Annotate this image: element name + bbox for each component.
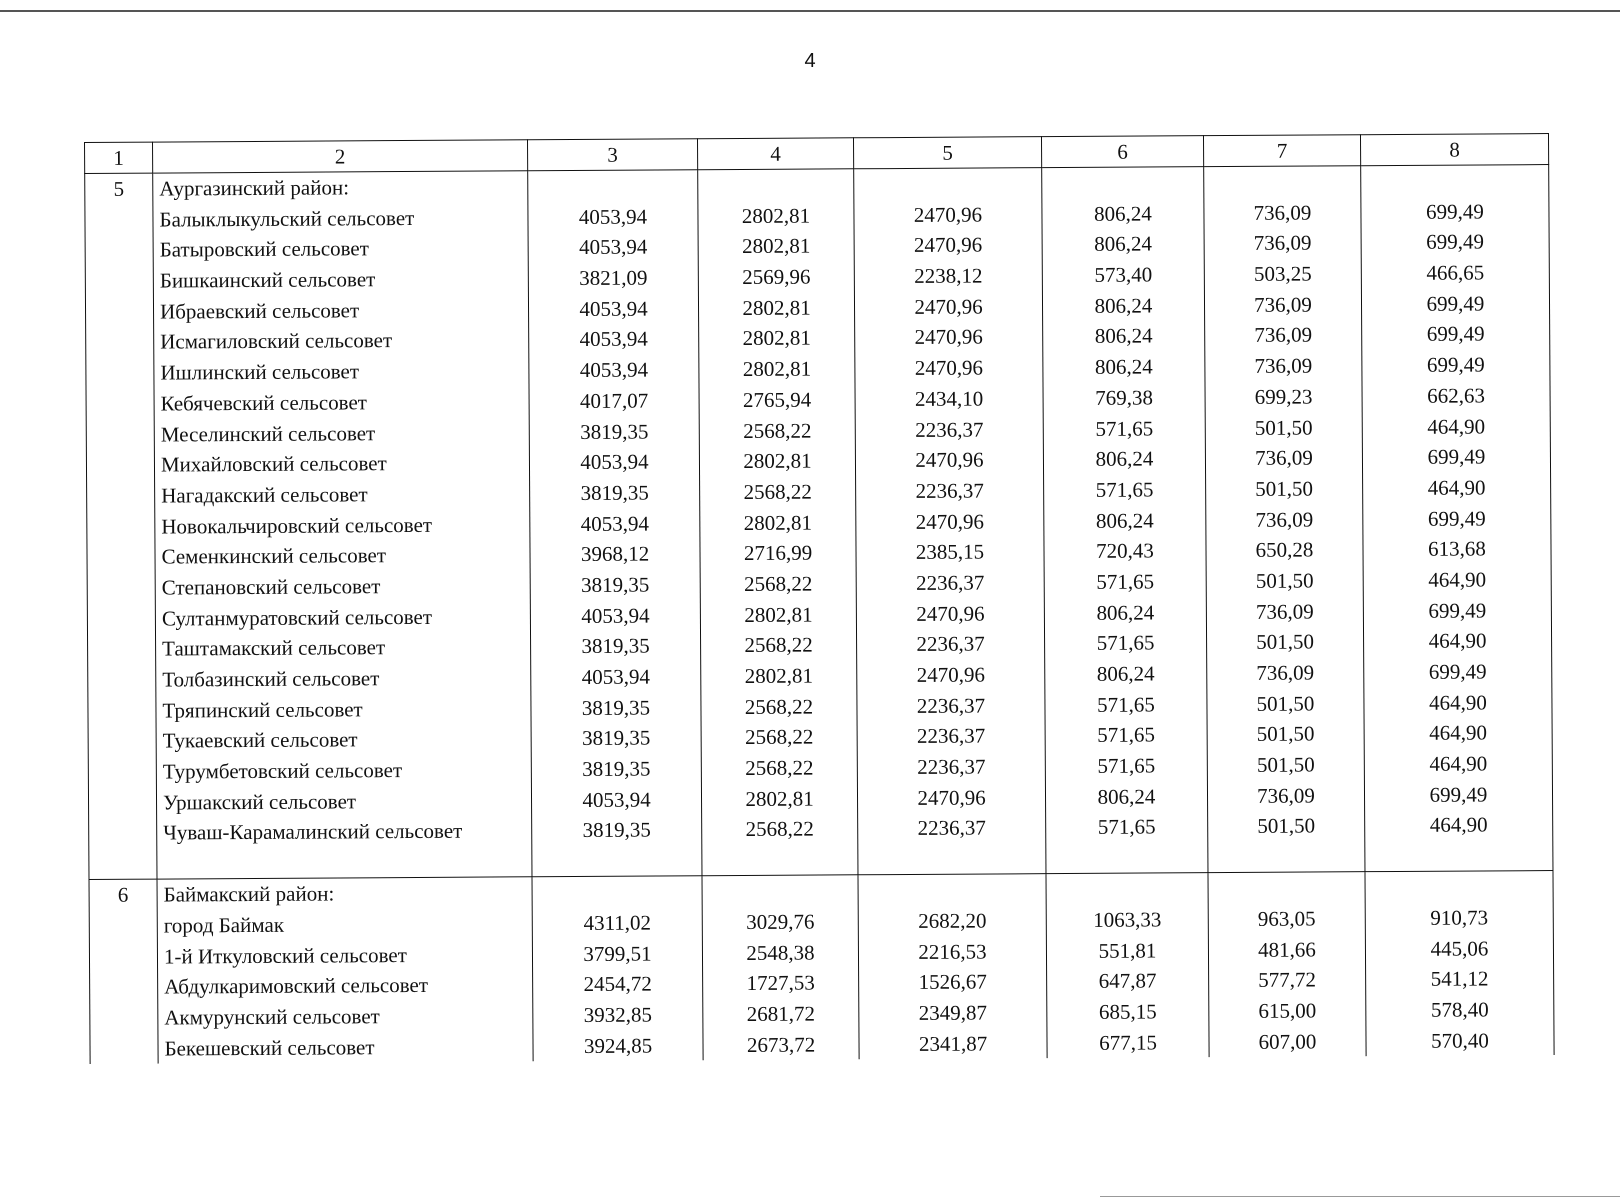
value-column-3 [528, 170, 702, 877]
value-cell: 736,09 [1257, 783, 1315, 808]
value-cell: 464,90 [1429, 812, 1488, 838]
value-cell: 736,09 [1254, 353, 1313, 378]
value-cell: 2236,37 [916, 570, 985, 595]
value-cell: 4017,07 [579, 388, 649, 413]
tariff-table [84, 133, 1555, 1064]
value-cell: 3819,35 [582, 817, 651, 843]
value-cell: 699,49 [1426, 321, 1485, 347]
settlement-name: Чуваш-Карамалинский сельсовет [163, 819, 463, 845]
value-cell: 503,25 [1253, 261, 1312, 286]
value-cell: 464,90 [1427, 413, 1486, 439]
value-cell: 2802,81 [745, 786, 814, 811]
value-cell: 2682,20 [918, 908, 987, 933]
value-column-5 [858, 874, 1047, 1060]
value-cell: 613,68 [1428, 536, 1486, 562]
blank-title-line [698, 169, 853, 201]
value-cell: 699,23 [1254, 384, 1313, 409]
settlement-name: 1-й Иткуловский сельсовет [163, 942, 407, 969]
value-cell: 464,90 [1429, 690, 1487, 715]
value-cell: 3819,35 [580, 419, 649, 444]
blank-title-line [702, 875, 857, 907]
value-cell: 2454,72 [583, 971, 652, 997]
settlement-name: Султанмуратовский сельсовет [161, 604, 433, 631]
value-cell: 445,06 [1430, 935, 1489, 961]
value-cell: 2470,96 [917, 785, 986, 810]
settlement-name: Абдулкаримовский сельсовет [164, 973, 429, 999]
value-cell: 570,40 [1431, 1027, 1489, 1053]
value-column-6 [1042, 167, 1208, 874]
settlement-name: Михайловский сельсовет [160, 451, 387, 477]
value-cell: 3819,35 [580, 480, 649, 505]
value-cell: 501,50 [1257, 813, 1316, 839]
settlement-name: Тряпинский сельсовет [162, 696, 363, 723]
value-cell: 2568,22 [743, 418, 812, 443]
value-cell: 464,90 [1427, 475, 1486, 500]
value-cell: 2568,22 [744, 632, 813, 658]
value-cell: 2802,81 [744, 602, 813, 627]
value-cell: 2385,15 [915, 539, 985, 565]
value-cell: 1727,53 [746, 970, 815, 996]
settlement-name: Батыровский сельсовет [159, 236, 369, 262]
value-cell: 806,24 [1095, 446, 1154, 472]
scan-edge-line [0, 10, 1620, 12]
district-index-cell [85, 173, 157, 880]
value-cell: 4053,94 [579, 326, 648, 352]
district-index-cell [89, 879, 158, 1064]
header-col-8: 8 [1360, 134, 1548, 166]
value-cell: 3924,85 [583, 1033, 653, 1058]
value-cell: 4053,94 [578, 234, 648, 260]
value-column-8 [1361, 165, 1553, 872]
value-cell: 466,65 [1426, 260, 1485, 285]
value-cell: 699,49 [1428, 598, 1487, 623]
value-cell: 806,24 [1094, 231, 1153, 257]
value-cell: 2802,81 [743, 448, 812, 474]
value-cell: 2236,37 [916, 631, 985, 657]
value-cell: 4311,02 [583, 910, 652, 935]
value-column-7 [1204, 166, 1365, 873]
value-column-4 [702, 875, 859, 1061]
value-cell: 3932,85 [583, 1002, 653, 1027]
district-names-cell [157, 877, 533, 1064]
value-cell: 699,49 [1427, 444, 1486, 469]
value-cell: 2765,94 [742, 387, 812, 412]
value-cell: 2236,37 [916, 693, 986, 718]
value-cell: 662,63 [1427, 383, 1486, 408]
value-cell: 501,50 [1255, 476, 1314, 501]
value-cell: 699,49 [1426, 352, 1485, 377]
value-cell: 2548,38 [746, 940, 815, 965]
value-cell: 2236,37 [917, 815, 986, 841]
value-cell: 963,05 [1257, 906, 1316, 931]
settlement-name: Новокальчировский сельсовет [161, 512, 433, 539]
blank-title-line [854, 168, 1041, 200]
header-col-7: 7 [1203, 135, 1360, 167]
value-cell: 2216,53 [918, 939, 987, 964]
district-title: Аургазинский район: [159, 175, 350, 201]
value-cell: 4053,94 [579, 357, 649, 383]
value-cell: 3819,35 [581, 695, 651, 720]
value-column-8 [1365, 871, 1554, 1057]
value-cell: 2681,72 [746, 1001, 816, 1026]
value-cell: 720,43 [1096, 538, 1154, 564]
value-cell: 2802,81 [742, 356, 812, 382]
value-cell: 501,50 [1255, 568, 1314, 593]
value-cell: 2470,96 [916, 662, 985, 687]
value-cell: 501,50 [1256, 721, 1315, 747]
value-cell: 2349,87 [918, 1000, 988, 1025]
value-cell: 650,28 [1255, 537, 1314, 563]
value-cell: 699,49 [1428, 659, 1487, 684]
settlement-name: Бишкаинский сельсовет [159, 267, 376, 293]
value-cell: 2236,37 [915, 417, 984, 442]
value-cell: 4053,94 [579, 296, 648, 321]
value-cell: 806,24 [1094, 354, 1153, 379]
value-cell: 4053,94 [582, 787, 651, 812]
value-cell: 1063,33 [1093, 907, 1162, 932]
value-cell: 571,65 [1095, 477, 1154, 502]
value-cell: 3821,09 [579, 265, 648, 291]
value-cell: 806,24 [1094, 201, 1152, 226]
value-column-3 [532, 876, 703, 1062]
blank-title-line [1365, 871, 1552, 903]
settlement-name: Ибраевский сельсовет [159, 298, 360, 324]
value-cell: 2802,81 [744, 663, 813, 688]
value-cell: 736,09 [1255, 507, 1314, 532]
value-cell: 501,50 [1256, 691, 1315, 716]
settlement-name: Исмагиловский сельсовет [160, 328, 393, 354]
value-cell: 2238,12 [914, 263, 983, 288]
settlement-name: Балыклыкульский сельсовет [159, 205, 415, 232]
value-cell: 2802,81 [742, 295, 811, 320]
value-cell: 2568,22 [743, 479, 812, 504]
value-cell: 647,87 [1098, 968, 1157, 994]
value-cell: 464,90 [1428, 567, 1487, 592]
value-column-7 [1208, 872, 1366, 1058]
value-cell: 2802,81 [741, 233, 811, 259]
value-cell: 615,00 [1258, 998, 1317, 1023]
value-cell: 3819,35 [582, 756, 651, 782]
blank-title-line [858, 874, 1045, 906]
value-cell: 3799,51 [583, 941, 652, 966]
blank-title-line [528, 170, 697, 202]
value-cell: 501,50 [1254, 415, 1313, 440]
value-cell: 551,81 [1098, 937, 1157, 963]
settlement-name: город Баймак [163, 912, 285, 938]
blank-title-line [1204, 166, 1360, 198]
value-cell: 2470,96 [914, 355, 984, 381]
value-cell: 3029,76 [746, 909, 815, 934]
scan-edge-line-bottom [1100, 1196, 1620, 1197]
value-cell: 736,09 [1253, 200, 1312, 225]
value-cell: 2802,81 [743, 510, 813, 535]
settlement-name: Семенкинский сельсовет [161, 543, 387, 569]
district-title: Баймакский район: [163, 881, 335, 907]
value-cell: 2569,96 [742, 264, 811, 290]
value-cell: 2470,96 [915, 447, 984, 473]
value-cell: 2568,22 [744, 571, 813, 596]
settlement-name: Уршакский сельсовет [162, 789, 357, 815]
header-col-3: 3 [527, 139, 697, 171]
settlement-name: Тукаевский сельсовет [162, 727, 358, 753]
value-cell: 2470,96 [915, 509, 985, 534]
value-cell: 571,65 [1097, 722, 1156, 748]
value-cell: 2802,81 [741, 203, 811, 228]
settlement-name: Кебячевский сельсовет [160, 390, 368, 416]
value-cell: 571,65 [1097, 814, 1156, 840]
value-cell: 699,49 [1429, 782, 1488, 807]
value-cell: 685,15 [1098, 999, 1157, 1024]
value-cell: 699,49 [1426, 291, 1485, 316]
value-cell: 2470,96 [913, 202, 983, 227]
value-cell: 677,15 [1099, 1030, 1157, 1055]
value-column-6 [1046, 873, 1209, 1059]
value-cell: 699,49 [1426, 229, 1485, 255]
district-index: 6 [117, 882, 129, 907]
header-col-2: 2 [153, 140, 528, 173]
value-cell: 501,50 [1256, 629, 1315, 655]
settlement-name: Степановский сельсовет [161, 574, 381, 600]
value-cell: 736,09 [1255, 445, 1313, 471]
value-cell: 2470,96 [913, 232, 983, 258]
value-cell: 481,66 [1258, 936, 1316, 962]
value-cell: 736,09 [1256, 660, 1315, 685]
value-cell: 2341,87 [918, 1031, 988, 1056]
value-cell: 2236,37 [917, 754, 986, 779]
value-cell: 2568,22 [744, 694, 814, 719]
value-cell: 578,40 [1430, 997, 1489, 1022]
value-cell: 806,24 [1094, 293, 1153, 318]
value-cell: 464,90 [1429, 720, 1488, 746]
value-cell: 541,12 [1430, 966, 1489, 991]
value-cell: 2568,22 [745, 755, 814, 781]
value-cell: 573,40 [1094, 262, 1153, 287]
value-cell: 806,24 [1094, 323, 1153, 349]
value-cell: 577,72 [1258, 967, 1317, 993]
value-cell: 3819,35 [581, 633, 650, 659]
value-cell: 607,00 [1258, 1029, 1317, 1054]
value-cell: 2716,99 [743, 540, 813, 566]
value-cell: 699,49 [1426, 199, 1484, 224]
blank-title-line [1046, 873, 1207, 905]
value-cell: 2802,81 [742, 326, 811, 351]
value-cell: 699,49 [1427, 506, 1486, 531]
value-cell: 736,09 [1254, 292, 1312, 317]
value-cell: 2568,22 [744, 724, 814, 750]
value-cell: 464,90 [1429, 751, 1488, 776]
district-group [85, 165, 1553, 880]
value-cell: 571,65 [1097, 753, 1156, 778]
blank-title-line [1361, 165, 1548, 197]
value-cell: 806,24 [1096, 661, 1155, 686]
settlement-name: Меселинский сельсовет [160, 420, 376, 447]
value-cell: 806,24 [1095, 508, 1154, 533]
value-cell: 806,24 [1096, 600, 1155, 625]
blank-title-line [1208, 872, 1364, 904]
header-col-4: 4 [697, 138, 853, 170]
value-cell: 736,09 [1253, 230, 1312, 256]
value-cell: 571,65 [1096, 630, 1155, 656]
value-cell: 571,65 [1095, 415, 1154, 441]
header-col-6: 6 [1041, 136, 1203, 168]
value-cell: 3968,12 [580, 541, 650, 567]
value-cell: 501,50 [1256, 752, 1315, 777]
value-cell: 2470,96 [914, 294, 983, 319]
settlement-name: Акмурунский сельсовет [164, 1004, 380, 1030]
value-cell: 806,24 [1097, 784, 1156, 809]
value-cell: 4053,94 [581, 603, 650, 628]
value-cell: 4053,94 [580, 449, 649, 475]
value-cell: 1526,67 [918, 969, 987, 995]
value-cell: 4053,94 [581, 664, 650, 689]
value-cell: 571,65 [1097, 692, 1155, 717]
value-cell: 4053,94 [580, 511, 650, 536]
value-cell: 3819,35 [581, 725, 651, 751]
value-cell: 2470,96 [914, 324, 983, 350]
header-col-5: 5 [853, 137, 1041, 169]
header-col-1: 1 [85, 142, 153, 173]
value-cell: 910,73 [1430, 905, 1489, 930]
value-cell: 571,65 [1096, 569, 1155, 594]
table-body [85, 165, 1554, 1065]
settlement-name: Бекешевский сельсовет [164, 1034, 375, 1061]
value-cell: 2568,22 [745, 816, 814, 842]
settlement-name: Таштамакский сельсовет [162, 635, 386, 661]
value-cell: 464,90 [1428, 628, 1487, 654]
value-cell: 736,09 [1255, 599, 1314, 624]
district-index: 5 [113, 176, 125, 201]
settlement-name: Толбазинский сельсовет [162, 666, 380, 692]
value-cell: 736,09 [1254, 322, 1313, 348]
value-cell: 3819,35 [581, 572, 650, 597]
district-names-cell [153, 171, 532, 879]
value-cell: 2470,96 [916, 601, 985, 626]
settlement-name: Нагадакский сельсовет [161, 482, 368, 508]
value-cell: 4053,94 [578, 204, 648, 229]
blank-title-line [1042, 167, 1203, 199]
blank-title-line [533, 876, 702, 908]
value-column-4 [698, 169, 858, 876]
page-number: 4 [804, 50, 816, 72]
value-cell: 2673,72 [746, 1032, 816, 1057]
value-cell: 2236,37 [916, 723, 986, 749]
settlement-name: Ишлинский сельсовет [160, 359, 360, 385]
settlement-name: Турумбетовский сельсовет [162, 758, 403, 784]
value-cell: 2434,10 [914, 386, 984, 411]
value-cell: 2236,37 [915, 478, 984, 503]
value-column-5 [854, 168, 1046, 875]
district-group [89, 871, 1554, 1065]
value-cell: 769,38 [1095, 385, 1154, 410]
